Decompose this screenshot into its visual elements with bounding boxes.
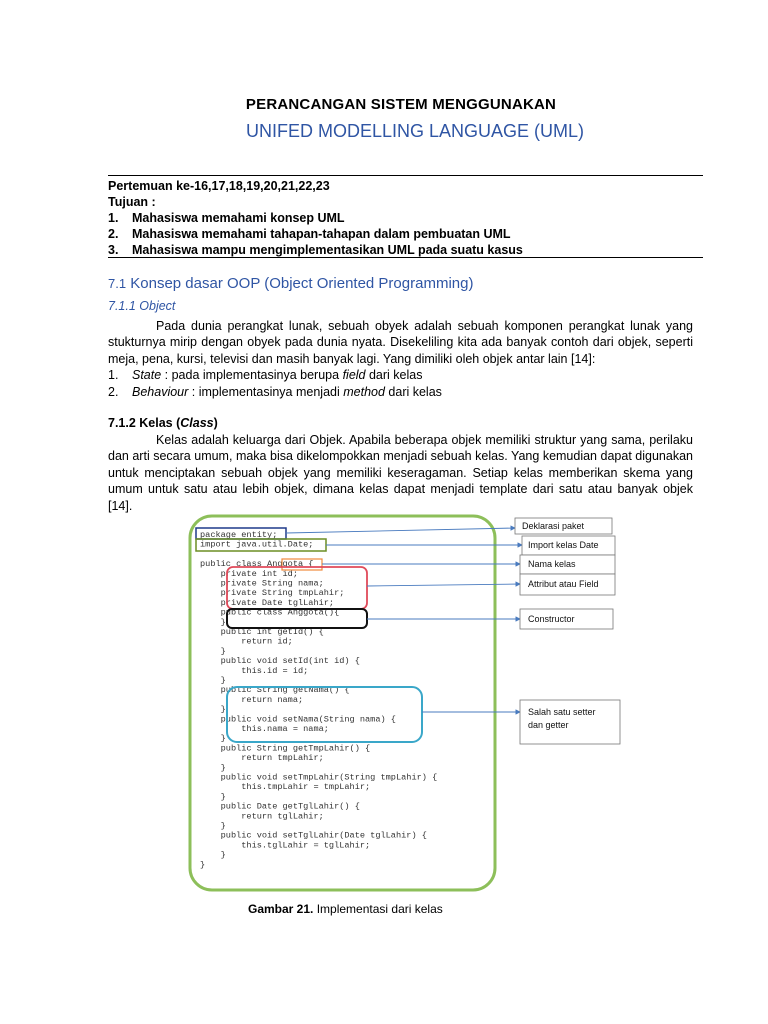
code-line: }: [200, 762, 226, 773]
code-line: private String nama;: [200, 578, 324, 589]
annotation-nama-kelas: Nama kelas: [528, 559, 576, 569]
code-line: return tmpLahir;: [200, 753, 324, 764]
list-text-a: : pada implementasinya berupa: [161, 368, 343, 382]
code-listing: [200, 530, 437, 870]
code-line: public class Anggota {: [200, 559, 314, 570]
code-line: }: [200, 675, 226, 686]
code-line: }: [200, 617, 226, 628]
code-line: this.tmpLahir = tmpLahir;: [200, 782, 371, 793]
list-term: Behaviour: [132, 385, 189, 399]
heading-em: Class: [180, 416, 214, 430]
code-line: public class Anggota(){: [200, 607, 340, 618]
code-line: return nama;: [200, 694, 304, 705]
annotation-constructor: Constructor: [528, 614, 575, 624]
tujuan-item: [108, 242, 523, 258]
tujuan-item: [108, 226, 523, 242]
caption-label: Gambar 21.: [248, 902, 314, 916]
code-line: return id;: [200, 636, 293, 647]
figure-caption: [248, 902, 443, 916]
meta-top-rule: [108, 175, 703, 176]
list-num: 1.: [108, 368, 119, 382]
code-line: public String getNama() {: [200, 685, 350, 696]
meta-block: [108, 178, 523, 258]
tujuan-text: Mahasiswa memahami konsep UML: [132, 211, 345, 225]
code-line: public void setNama(String nama) {: [200, 714, 396, 725]
tujuan-text: Mahasiswa mampu mengimplementasikan UML pada suatu kasus: [132, 243, 523, 257]
code-line: private int id;: [200, 568, 298, 579]
object-paragraph: [108, 318, 693, 367]
object-list-item: [108, 384, 442, 400]
pertemuan-line: Pertemuan ke-16,17,18,19,20,21,22,23: [108, 179, 330, 193]
subsection-7-1-2-heading: [108, 416, 218, 430]
annotation-setter-line-2: dan getter: [528, 720, 569, 730]
tujuan-num: 2.: [108, 227, 119, 241]
tujuan-item: [108, 210, 523, 226]
list-text-b: dari kelas: [384, 385, 442, 399]
code-line: import java.util.Date;: [200, 539, 314, 550]
meta-bottom-rule: [108, 257, 703, 258]
tujuan-num: 3.: [108, 243, 119, 257]
tujuan-num: 1.: [108, 211, 119, 225]
code-line: }: [200, 791, 226, 802]
list-text-b: dari kelas: [365, 368, 423, 382]
section-title: Konsep dasar OOP (Object Oriented Programming): [130, 275, 474, 292]
code-line: return tglLahir;: [200, 811, 324, 822]
class-paragraph: [108, 432, 693, 514]
code-line: private Date tglLahir;: [200, 597, 335, 608]
code-line: }: [200, 850, 226, 861]
code-line: }: [200, 646, 226, 657]
code-line: public Date getTglLahir() {: [200, 801, 360, 812]
list-term: State: [132, 368, 162, 382]
caption-text: Implementasi dari kelas: [313, 902, 443, 916]
code-line: }: [200, 821, 226, 831]
tujuan-text: Mahasiswa memahami tahapan-tahapan dalam pembuatan UML: [132, 227, 511, 241]
section-7-1-heading: [108, 275, 473, 292]
annotation-import: Import kelas Date: [528, 540, 599, 550]
list-num: 2.: [108, 385, 119, 399]
annotation-deklarasi: Deklarasi paket: [522, 521, 585, 531]
annotation-attribut: Attribut atau Field: [528, 579, 599, 589]
code-line: public void setTmpLahir(String tmpLahir) {: [200, 772, 438, 783]
list-em: method: [343, 385, 385, 399]
annotation-boxes: [515, 518, 620, 744]
code-line: this.nama = nama;: [200, 724, 329, 734]
code-line: public void setId(int id) {: [200, 656, 360, 667]
subsection-7-1-1-heading: 7.1.1 Object: [108, 299, 176, 313]
code-line: }: [200, 704, 226, 715]
section-number: 7.1: [108, 276, 127, 291]
code-line: this.id = id;: [200, 665, 309, 676]
heading-suffix: ): [213, 416, 218, 430]
code-line: public void setTglLahir(Date tglLahir) {: [200, 830, 427, 841]
object-list-item: [108, 367, 422, 383]
tujuan-label: Tujuan :: [108, 195, 156, 209]
code-line: public String getTmpLahir() {: [200, 743, 371, 754]
heading-prefix: 7.1.2 Kelas (: [108, 416, 181, 430]
title-line-1: PERANCANGAN SISTEM MENGGUNAKAN: [245, 96, 557, 113]
class-implementation-figure: [182, 512, 622, 894]
object-paragraph-text: Pada dunia perangkat lunak, sebuah obyek adalah sebuah komponen perangkat lunak yang stukturnya mirip dengan obyek pada dunia nyata. Disekeliling kita ada banyak contoh dari objek, seperti meja, pena, kursi, televisi dan masih banyak lagi. Yang dimiliki oleh objek antar lain [14]:: [108, 319, 693, 366]
list-em: field: [342, 368, 366, 382]
code-line: private String tmpLahir;: [200, 588, 345, 599]
code-line: }: [200, 733, 226, 744]
code-line: this.tglLahir = tglLahir;: [200, 840, 371, 851]
class-paragraph-text: Kelas adalah keluarga dari Objek. Apabila beberapa objek memiliki struktur yang sama, perilaku dan arti secara umum, maka bisa dikelompokkan menjadi sebuah kelas. Yang kemudian dapat digunakan untuk menciptakan sebuah objek yang memiliki keseragaman. Setiap kelas memberikan skema yang umum untuk satu atau lebih objek, dimana kelas dapat menjadi template dari satu atau banyak objek [14].: [108, 433, 693, 513]
annotation-setter-line-1: Salah satu setter: [528, 707, 596, 717]
code-line: package entity;: [200, 530, 278, 540]
code-line: public int getId() {: [200, 627, 324, 637]
code-line: }: [200, 859, 206, 870]
list-text-a: : implementasinya menjadi: [188, 385, 344, 399]
title-line-2: UNIFED MODELLING LANGUAGE (UML): [245, 121, 585, 141]
